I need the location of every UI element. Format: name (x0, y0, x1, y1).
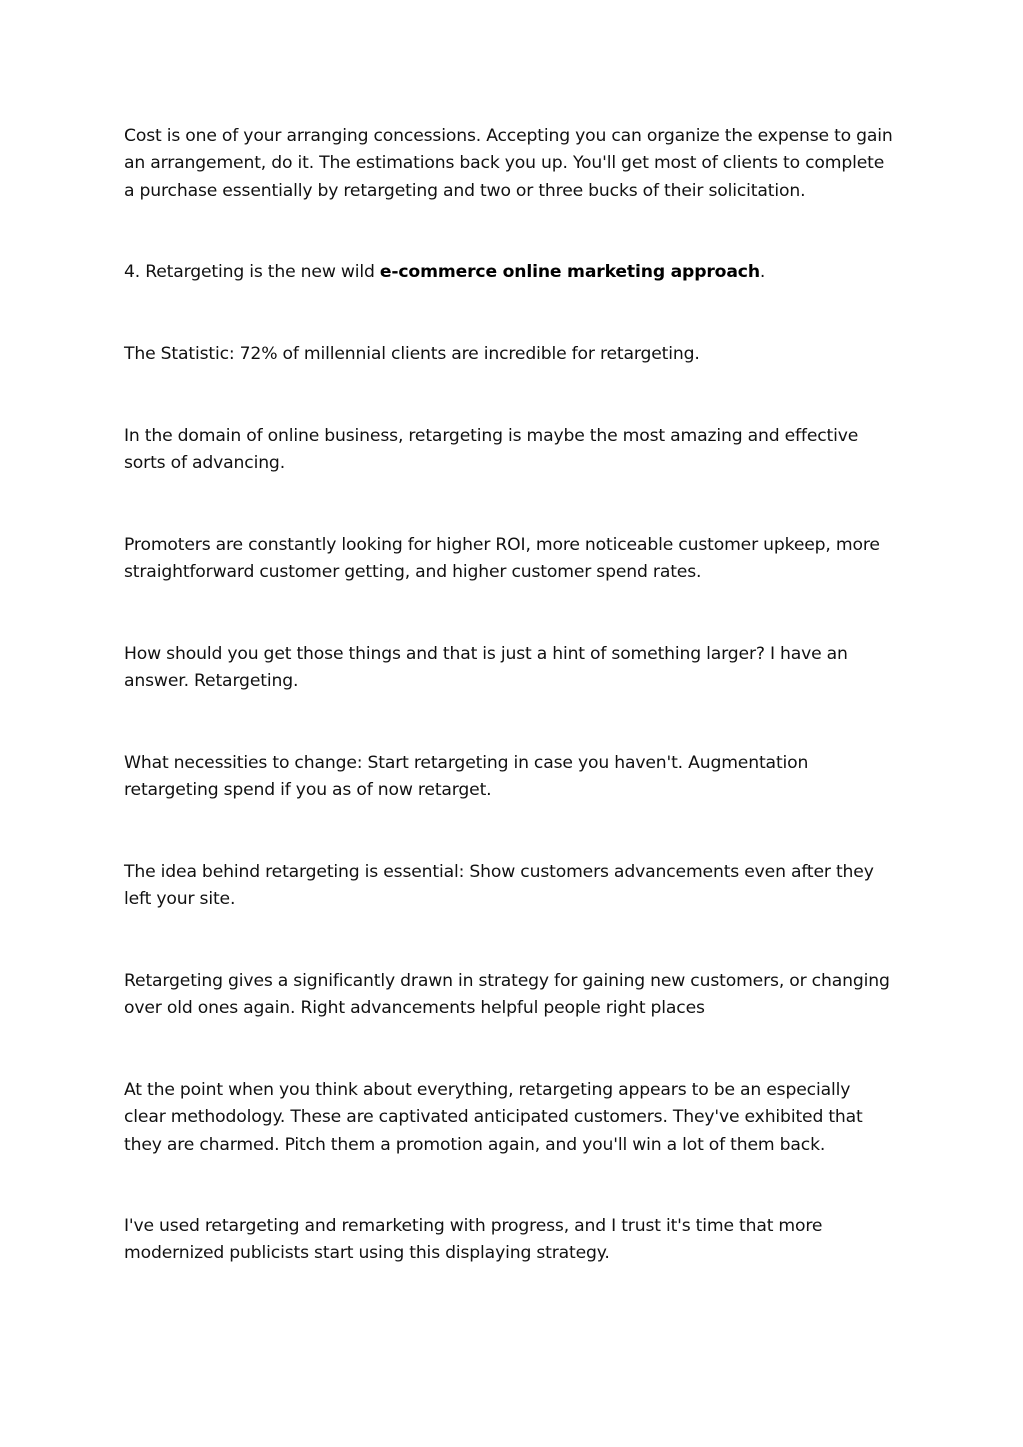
paragraph-promoters: Promoters are constantly looking for higher ROI, more noticeable customer upkeep, more straightforward customer getting, and higher customer spend rates. (124, 535, 880, 583)
paragraph-online-business: In the domain of online business, retargeting is maybe the most amazing and effective sorts of advancing. (124, 426, 859, 474)
paragraph-retargeting-heading-lead: 4. Retargeting is the new wild (124, 262, 380, 282)
paragraph-what-necessities: What necessities to change: Start retargeting in case you haven't. Augmentation retargeting spend if you as of now retarget. (124, 753, 809, 801)
paragraph-retargeting-heading (124, 259, 894, 286)
paragraph-cost-concessions: Cost is one of your arranging concessions. Accepting you can organize the expense to gain an arrangement, do it. The estimations back you up. You'll get most of clients to complete a purchase essentially by retargeting and two or three bucks of their solicitation. (124, 126, 893, 201)
bold-phrase-ecommerce-approach: e-commerce online marketing approach (379, 262, 760, 282)
paragraph-statistic: The Statistic: 72% of millennial clients are incredible for retargeting. (124, 344, 700, 364)
paragraph-drawn-in-strategy: Retargeting gives a significantly drawn in strategy for gaining new customers, or changing over old ones again. Right advancements helpful people right places (124, 971, 890, 1019)
paragraph-how-should-you: How should you get those things and that is just a hint of something larger? I have an answer. Retargeting. (124, 644, 848, 692)
paragraph-retargeting-heading-end: . (759, 262, 766, 282)
paragraph-idea-behind: The idea behind retargeting is essential: Show customers advancements even after they left your site. (124, 862, 874, 910)
paragraph-used-retargeting: I've used retargeting and remarketing with progress, and I trust it's time that more modernized publicists start using this displaying strategy. (124, 1216, 823, 1264)
paragraph-think-about-everything: At the point when you think about everything, retargeting appears to be an especially clear methodology. These are captivated anticipated customers. They've exhibited that they are charmed. Pitch them a promotion again, and you'll win a lot of them back. (124, 1080, 863, 1155)
